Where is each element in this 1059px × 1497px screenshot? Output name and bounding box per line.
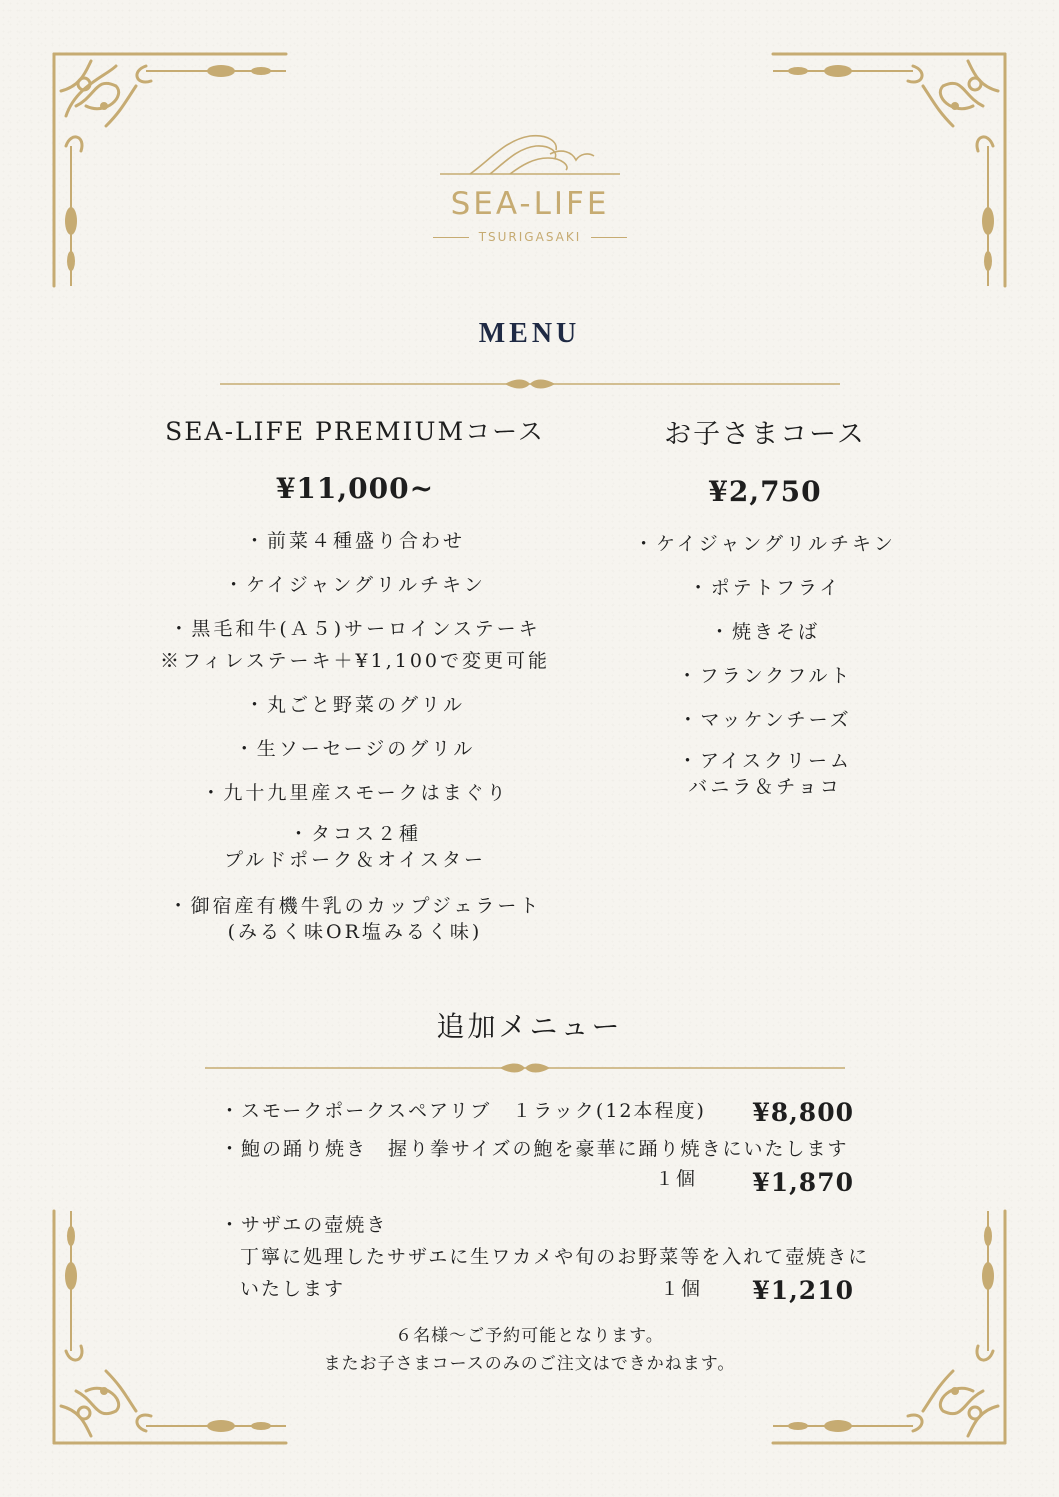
extra-item-desc: ・スモークポークスペアリブ １ラック(12本程度) bbox=[220, 1100, 706, 1122]
extra-item bbox=[220, 1095, 880, 1133]
premium-course-price: ¥11,000~ bbox=[275, 472, 435, 505]
extra-item bbox=[220, 1133, 880, 1205]
list-item: ・丸ごと野菜のグリル bbox=[244, 694, 465, 716]
corner-ornament-top-left bbox=[46, 46, 296, 296]
list-item: ・生ソーセージのグリル bbox=[234, 738, 476, 760]
extra-item-qty: １個 bbox=[655, 1168, 698, 1190]
premium-course bbox=[140, 412, 570, 957]
list-item: ・ケイジャングリルチキン bbox=[634, 533, 896, 555]
extra-item bbox=[220, 1209, 880, 1305]
extra-item-price: ¥1,870 bbox=[752, 1168, 854, 1197]
extra-item-price: ¥1,210 bbox=[752, 1276, 854, 1305]
ornament-icon bbox=[46, 46, 296, 296]
corner-ornament-top-right bbox=[763, 46, 1013, 296]
kids-course-price: ¥2,750 bbox=[708, 475, 822, 508]
note-line: またお子さまコースのみのご注文はできかねます。 bbox=[323, 1354, 736, 1374]
menu-title: MENU bbox=[478, 318, 581, 349]
extra-item-detail: 丁寧に処理したサザエに生ワカメや旬のお野菜等を入れて壺焼きに bbox=[240, 1246, 870, 1268]
wave-logo-icon bbox=[430, 130, 630, 176]
extra-item-qty: １個 bbox=[660, 1278, 703, 1300]
extra-item-desc: ・サザエの壺焼き bbox=[220, 1214, 388, 1236]
list-item: ・タコス２種 プルドポーク＆オイスター bbox=[223, 823, 487, 871]
extra-menu-title: 追加メニュー bbox=[436, 1010, 623, 1043]
extra-menu-list bbox=[220, 1095, 880, 1305]
logo-subtitle: TSURIGASAKI bbox=[420, 230, 640, 244]
extra-item-detail: いたします bbox=[240, 1278, 346, 1300]
note-line: ６名様～ご予約可能となります。 bbox=[395, 1326, 664, 1346]
list-item: ・アイスクリーム バニラ＆チョコ bbox=[677, 750, 853, 798]
logo bbox=[420, 130, 640, 244]
extra-item-price: ¥8,800 bbox=[752, 1098, 854, 1127]
divider bbox=[220, 376, 840, 392]
list-item: ・御宿産有機牛乳のカップジェラート (みるく味OR塩みるく味) bbox=[168, 895, 542, 943]
divider bbox=[205, 1060, 845, 1076]
premium-course-name: SEA-LIFE PREMIUMコース bbox=[165, 417, 545, 446]
list-item: ・九十九里産スモークはまぐり bbox=[201, 782, 509, 804]
list-item: ・焼きそば bbox=[709, 621, 820, 643]
list-item: ・前菜４種盛り合わせ bbox=[244, 530, 465, 552]
list-item: ・マッケンチーズ bbox=[678, 709, 852, 731]
list-item: ・フランクフルト bbox=[677, 665, 853, 687]
logo-name: SEA-LIFE bbox=[450, 186, 610, 222]
list-item: ・ポテトフライ bbox=[688, 577, 842, 599]
list-item: ・黒毛和牛(Ａ５)サーロインステーキ ※フィレステーキ＋¥1,100で変更可能 bbox=[159, 618, 550, 672]
notes bbox=[0, 1322, 1059, 1378]
ornament-icon bbox=[763, 46, 1013, 296]
kids-course bbox=[600, 412, 930, 812]
kids-course-name: お子さまコース bbox=[664, 419, 866, 450]
extra-item-desc: ・鮑の踊り焼き 握り拳サイズの鮑を豪華に踊り焼きにいたします bbox=[220, 1138, 849, 1160]
list-item: ・ケイジャングリルチキン bbox=[224, 574, 486, 596]
